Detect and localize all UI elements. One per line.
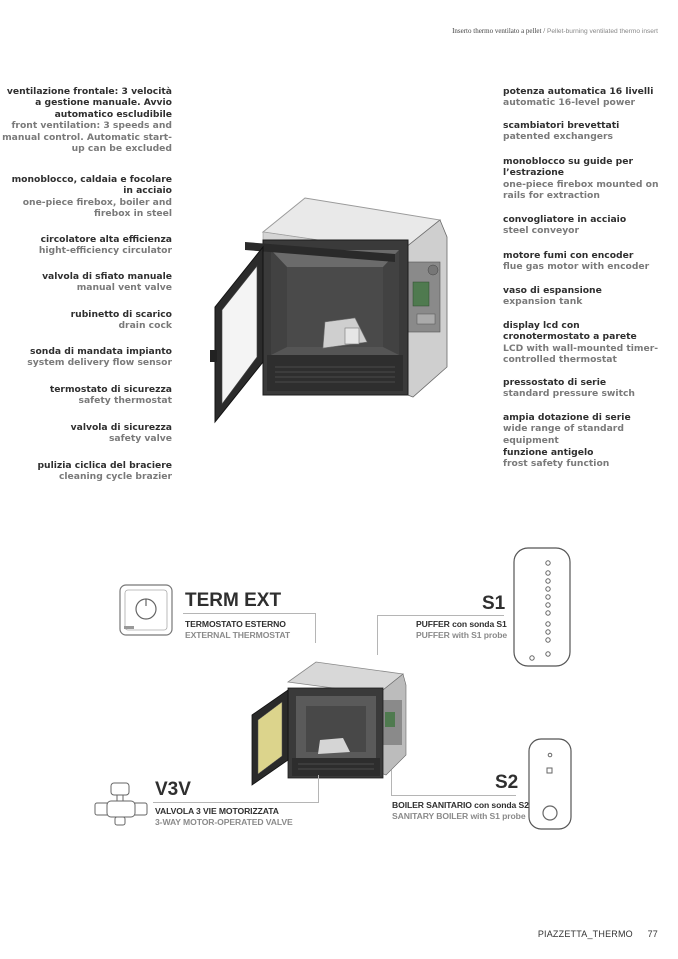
feature-en: standard pressure switch bbox=[503, 388, 635, 400]
feature-en: front ventilation: 3 speeds and manual control. Automatic start-up can be excluded bbox=[2, 120, 172, 155]
left-feature-7 bbox=[2, 384, 172, 407]
s1-caption bbox=[416, 619, 507, 641]
v3v-connector bbox=[318, 775, 319, 803]
external-thermostat-icon bbox=[119, 584, 173, 636]
feature-en: automatic 16-level power bbox=[503, 97, 636, 109]
left-feature-6 bbox=[2, 346, 172, 369]
v3v-en: 3-WAY MOTOR-OPERATED VALVE bbox=[155, 817, 293, 827]
s1-connector bbox=[377, 615, 378, 655]
term-ext-connector bbox=[315, 613, 316, 643]
header-title-en: Pellet-burning ventilated thermo insert bbox=[546, 28, 658, 35]
feature-it: motore fumi con encoder bbox=[503, 250, 634, 261]
insert-diagram-illustration bbox=[248, 660, 410, 790]
feature-en: safety thermostat bbox=[78, 395, 172, 407]
left-feature-2 bbox=[2, 174, 172, 220]
feature-it: vaso di espansione bbox=[503, 285, 602, 296]
feature-en: safety valve bbox=[108, 433, 172, 445]
feature-en: steel conveyor bbox=[503, 225, 580, 237]
right-feature-9 bbox=[503, 412, 668, 446]
right-feature-2 bbox=[503, 120, 668, 143]
s1-it: PUFFER con sonda S1 bbox=[416, 619, 507, 629]
v3v-rule bbox=[153, 802, 318, 803]
term-ext-it: TERMOSTATO ESTERNO bbox=[185, 619, 286, 629]
right-feature-4 bbox=[503, 214, 668, 237]
page-header bbox=[452, 27, 658, 35]
feature-en: hight-efficiency circulator bbox=[38, 245, 172, 257]
feature-en: LCD with wall-mounted timer-controlled thermostat bbox=[503, 342, 659, 366]
term-ext-en: EXTERNAL THERMOSTAT bbox=[185, 630, 291, 640]
puffer-tank-icon bbox=[512, 546, 572, 668]
page-number: 77 bbox=[647, 929, 658, 939]
term-ext-caption bbox=[185, 619, 290, 641]
term-ext-rule bbox=[183, 613, 316, 614]
feature-en: manual vent valve bbox=[76, 282, 172, 294]
s2-rule bbox=[391, 795, 516, 796]
feature-en: drain cock bbox=[118, 320, 172, 332]
footer-brand: PIAZZETTA_THERMO bbox=[537, 929, 633, 939]
s2-en: SANITARY BOILER with S1 probe bbox=[392, 811, 526, 821]
term-ext-title: TERM EXT bbox=[185, 590, 282, 611]
feature-it: valvola di sicurezza bbox=[70, 422, 172, 433]
feature-it: monoblocco, caldaia e focolare in acciaio bbox=[11, 174, 172, 197]
right-feature-1 bbox=[503, 86, 668, 109]
feature-it: pressostato di serie bbox=[503, 377, 607, 388]
feature-en: flue gas motor with encoder bbox=[503, 261, 650, 273]
right-feature-6 bbox=[503, 285, 668, 308]
feature-en: wide range of standard equipment bbox=[503, 423, 624, 446]
right-feature-8 bbox=[503, 377, 668, 400]
feature-en: frost safety function bbox=[503, 458, 610, 470]
feature-it: convogliatore in acciaio bbox=[503, 214, 627, 225]
feature-it: potenza automatica 16 livelli bbox=[503, 86, 654, 97]
sanitary-boiler-icon bbox=[527, 737, 573, 831]
header-separator: / bbox=[543, 27, 546, 35]
v3v-title: V3V bbox=[155, 779, 191, 800]
right-feature-5 bbox=[503, 250, 668, 273]
right-feature-3 bbox=[503, 156, 668, 202]
feature-en: one-piece firebox, boiler and firebox in steel bbox=[22, 196, 172, 220]
s1-rule bbox=[377, 615, 504, 616]
page-footer bbox=[538, 929, 658, 939]
s1-en: PUFFER with S1 probe bbox=[416, 630, 508, 640]
feature-it: scambiatori brevettati bbox=[503, 120, 620, 131]
feature-it: circolatore alta efficienza bbox=[40, 234, 172, 245]
left-feature-4 bbox=[2, 271, 172, 294]
three-way-valve-icon bbox=[93, 781, 149, 827]
left-feature-1 bbox=[2, 86, 172, 154]
header-title-it: Inserto thermo ventilato a pellet bbox=[452, 27, 542, 35]
v3v-caption bbox=[155, 806, 293, 828]
feature-it: ampia dotazione di serie bbox=[503, 412, 631, 423]
feature-it: rubinetto di scarico bbox=[70, 309, 172, 320]
feature-it: monoblocco su guide per l’estrazione bbox=[503, 156, 633, 179]
feature-it: termostato di sicurezza bbox=[49, 384, 172, 395]
feature-en: patented exchangers bbox=[503, 131, 614, 143]
insert-illustration bbox=[205, 192, 470, 427]
feature-it: sonda di mandata impianto bbox=[30, 346, 172, 357]
s1-title: S1 bbox=[482, 593, 506, 614]
right-feature-7 bbox=[503, 320, 668, 366]
left-feature-3 bbox=[2, 234, 172, 257]
feature-en: one-piece firebox mounted on rails for extraction bbox=[503, 178, 659, 202]
feature-en: cleaning cycle brazier bbox=[58, 471, 172, 483]
s2-title: S2 bbox=[495, 772, 519, 793]
left-feature-5 bbox=[2, 309, 172, 332]
feature-it: pulizia ciclica del braciere bbox=[37, 460, 172, 471]
s2-caption bbox=[392, 800, 529, 822]
feature-it: valvola di sfiato manuale bbox=[42, 271, 172, 282]
feature-en: expansion tank bbox=[503, 296, 583, 308]
feature-it: funzione antigelo bbox=[503, 447, 594, 458]
s2-connector bbox=[391, 770, 392, 796]
v3v-it: VALVOLA 3 VIE MOTORIZZATA bbox=[155, 806, 279, 816]
feature-it: display lcd con cronotermostato a parete bbox=[503, 320, 637, 343]
s2-it: BOILER SANITARIO con sonda S2 bbox=[392, 800, 529, 810]
feature-it: ventilazione frontale: 3 velocità a gestione manuale. Avvio automatico escludibile bbox=[6, 86, 172, 120]
right-feature-10 bbox=[503, 447, 668, 470]
feature-en: system delivery flow sensor bbox=[27, 357, 172, 369]
left-feature-9 bbox=[2, 460, 172, 483]
left-feature-8 bbox=[2, 422, 172, 445]
